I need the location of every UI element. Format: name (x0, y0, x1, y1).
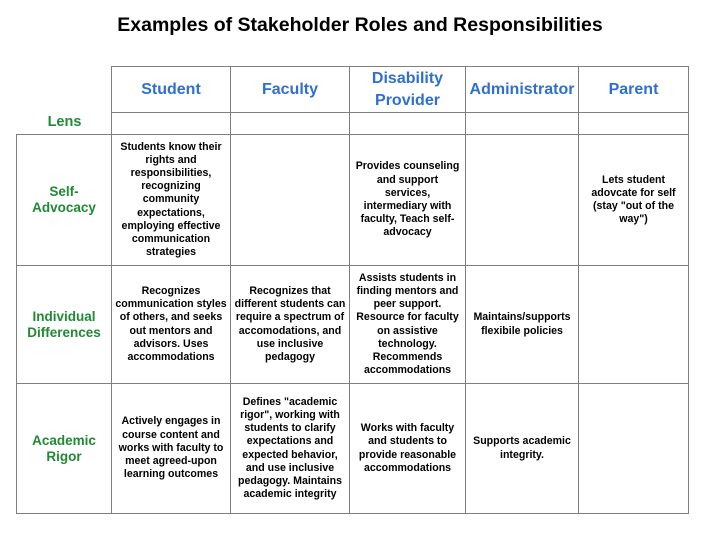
cell-individual-differences-parent (579, 266, 688, 383)
table-border (16, 513, 689, 514)
row-label-self-advocacy: Self-Advocacy (32, 184, 96, 215)
column-header-parent: Parent (608, 80, 659, 98)
lens-label: Lens (47, 114, 82, 130)
column-header-faculty: Faculty (261, 80, 318, 98)
page-title: Examples of Stakeholder Roles and Responsibilities (117, 14, 603, 36)
cell-academic-rigor-student: Actively engages in course content and works with faculty to meet agreed-upon learning outcomes (118, 415, 224, 481)
cell-individual-differences-student: Recognizes communication styles of others, and seeks out mentors and advisors. Uses accommodations (115, 284, 227, 363)
cell-academic-rigor-faculty: Defines "academic rigor", working with students to clarify expectations and expected behavior, and use inclusive pedagogy. Maintains academic integrity (238, 395, 342, 501)
cell-self-advocacy-faculty (231, 135, 349, 265)
cell-self-advocacy-administrator (466, 135, 578, 265)
cell-self-advocacy-student: Students know their rights and responsibilities, recognizing community expectations, employing effective communication strategies (120, 140, 222, 259)
cell-academic-rigor-administrator: Supports academic integrity. (473, 435, 571, 461)
row-label-individual-differences: Individual Differences (27, 308, 101, 340)
cell-academic-rigor-parent (579, 384, 688, 513)
cell-academic-rigor-disability-provider: Works with faculty and students to provide reasonable accommodations (358, 422, 457, 474)
cell-self-advocacy-disability-provider: Provides counseling and support services, intermediary with faculty, Teach self-advocacy (355, 160, 460, 239)
column-header-administrator: Administrator (469, 80, 575, 98)
cell-individual-differences-disability-provider: Assists students in finding mentors and peer support. Resource for faculty on assistive technology. Recommends accommodations (356, 271, 459, 377)
column-header-disability-provider: Disability Provider (371, 69, 444, 109)
table-border (111, 112, 689, 113)
cell-individual-differences-faculty: Recognizes that different students can require a spectrum of accomodations, and use inclusive pedagogy (234, 284, 346, 363)
cell-self-advocacy-parent: Lets student adovcate for self (stay "out of the way") (591, 173, 676, 226)
table-border (688, 66, 689, 514)
cell-individual-differences-administrator: Maintains/supports flexibile policies (473, 311, 571, 337)
row-label-academic-rigor: Academic Rigor (32, 432, 96, 464)
column-header-student: Student (141, 80, 201, 98)
